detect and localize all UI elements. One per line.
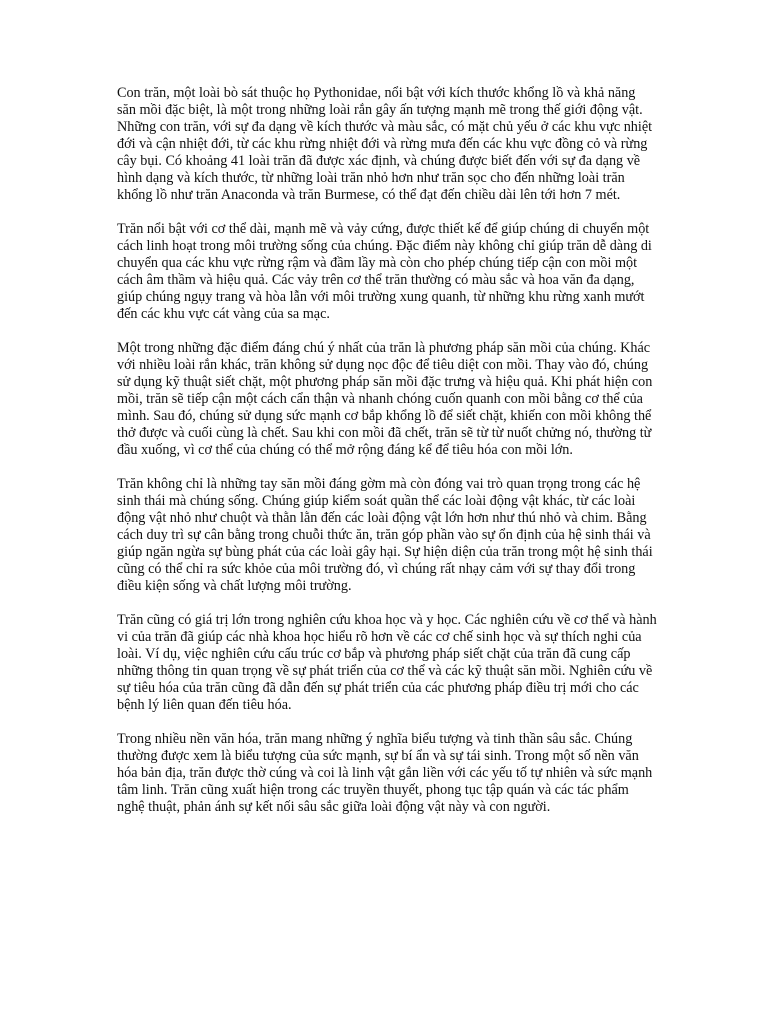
paragraph-1: Con trăn, một loài bò sát thuộc họ Pythonidae, nổi bật với kích thước khổng lồ và khả năng săn mồi đặc biệt, là một trong những loài rắn gây ấn tượng mạnh mẽ trong thế giới động vật. Những con trăn, với sự đa dạng về kích thước và màu sắc, có mặt chủ yếu ở các khu vực nhiệt đới và cận nhiệt đới, từ các khu rừng nhiệt đới và rừng mưa đến các khu vực đồng cỏ và rừng cây bụi. Có khoảng 41 loài trăn đã được xác định, và chúng được biết đến với sự đa dạng về hình dạng và kích thước, từ những loài trăn nhỏ hơn như trăn sọc cho đến những loài trăn khổng lồ như trăn Anaconda và trăn Burmese, có thể đạt đến chiều dài lên tới hơn 7 mét. bbox=[117, 85, 653, 203]
paragraph-5: Trăn cũng có giá trị lớn trong nghiên cứu khoa học và y học. Các nghiên cứu về cơ thể và hành vi của trăn đã giúp các nhà khoa học hiểu rõ hơn về các cơ chế sinh học và sự thích nghi của loài. Ví dụ, việc nghiên cứu cấu trúc cơ bắp và phương pháp siết chặt của trăn đã cung cấp những thông tin quan trọng về sự phát triển của cơ thể và các kỹ thuật săn mồi. Nghiên cứu về sự tiêu hóa của trăn cũng đã dẫn đến sự phát triển của các phương pháp điều trị mới cho các bệnh lý liên quan đến tiêu hóa. bbox=[117, 612, 657, 713]
paragraph-6: Trong nhiều nền văn hóa, trăn mang những ý nghĩa biểu tượng và tinh thần sâu sắc. Chúng thường được xem là biểu tượng của sức mạnh, sự bí ẩn và sự tái sinh. Trong một số nền văn hóa bản địa, trăn được thờ cúng và coi là linh vật gắn liền với các yếu tố tự nhiên và sức mạnh tâm linh. Trăn cũng xuất hiện trong các truyền thuyết, phong tục tập quán và các tác phẩm nghệ thuật, phản ánh sự kết nối sâu sắc giữa loài động vật này và con người. bbox=[117, 731, 653, 815]
paragraph-2: Trăn nổi bật với cơ thể dài, mạnh mẽ và vảy cứng, được thiết kế để giúp chúng di chuyển một cách linh hoạt trong môi trường sống của chúng. Đặc điểm này không chỉ giúp trăn dễ dàng di chuyển qua các khu vực rừng rậm và đầm lầy mà còn cho phép chúng tiếp cận con mồi một cách âm thầm và hiệu quả. Các vảy trên cơ thể trăn thường có màu sắc và hoa văn đa dạng, giúp chúng ngụy trang và hòa lẫn với môi trường xung quanh, từ những khu rừng xanh mướt đến các khu vực cát vàng của sa mạc. bbox=[117, 221, 652, 322]
document-body bbox=[117, 85, 657, 833]
paragraph-3: Một trong những đặc điểm đáng chú ý nhất của trăn là phương pháp săn mồi của chúng. Khác với nhiều loài rắn khác, trăn không sử dụng nọc độc để tiêu diệt con mồi. Thay vào đó, chúng sử dụng kỹ thuật siết chặt, một phương pháp săn mồi đặc trưng và hiệu quả. Khi phát hiện con mồi, trăn sẽ tiếp cận một cách cẩn thận và nhanh chóng cuốn quanh con mồi bằng cơ thể của mình. Sau đó, chúng sử dụng sức mạnh cơ bắp khổng lồ để siết chặt, khiến con mồi không thể thở được và cuối cùng là chết. Sau khi con mồi đã chết, trăn sẽ từ từ nuốt chửng nó, thường từ đầu xuống, vì cơ thể của chúng có thể mở rộng đáng kể để tiêu hóa con mồi lớn. bbox=[117, 340, 653, 458]
paragraph-4: Trăn không chỉ là những tay săn mồi đáng gờm mà còn đóng vai trò quan trọng trong các hệ sinh thái mà chúng sống. Chúng giúp kiểm soát quần thể các loài động vật khác, từ các loài động vật nhỏ như chuột và thằn lằn đến các loài động vật lớn hơn như thú nhỏ và chim. Bằng cách duy trì sự cân bằng trong chuỗi thức ăn, trăn góp phần vào sự ổn định của hệ sinh thái và giúp ngăn ngừa sự bùng phát của các loài gây hại. Sự hiện diện của trăn trong một hệ sinh thái cũng có thể chỉ ra sức khỏe của môi trường đó, vì chúng rất nhạy cảm với sự thay đổi trong điều kiện sống và chất lượng môi trường. bbox=[117, 476, 653, 594]
